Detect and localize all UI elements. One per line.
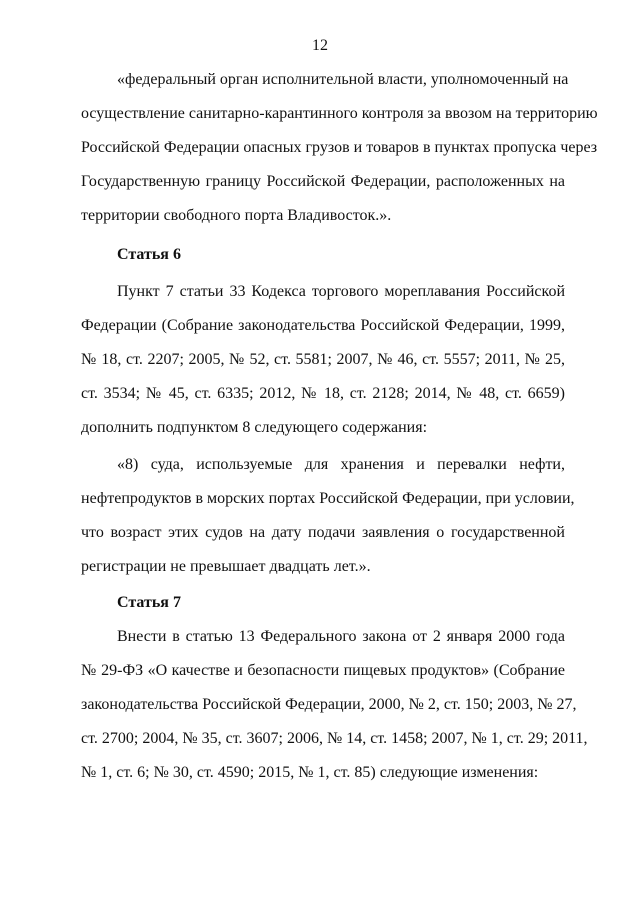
page-number: 12 [312,37,328,54]
paragraph-subpoint-8 [81,448,575,584]
article-7-heading: Статья 7 [117,594,181,611]
paragraph-line: территории свободного порта Владивосток.». [81,207,392,224]
article-6-heading: Статья 6 [117,246,181,263]
paragraph-line: дополнить подпунктом 8 следующего содержания: [81,419,428,436]
paragraph-line: ст. 2700; 2004, № 35, ст. 3607; 2006, № 14, ст. 1458; 2007, № 1, ст. 29; 2011, [81,730,588,747]
paragraph-line: Внести в статью 13 Федерального закона от 2 января 2000 года [117,628,565,645]
paragraph-line: осуществление санитарно-карантинного контроля за ввозом на территорию [81,105,598,122]
paragraph-line: Государственную границу Российской Федерации, расположенных на [81,173,565,190]
paragraph-line: Федерации (Собрание законодательства Российской Федерации, 1999, [81,317,565,334]
paragraph-line: «8) суда, используемые для хранения и перевалки нефти, [117,456,565,473]
paragraph-line: № 18, ст. 2207; 2005, № 52, ст. 5581; 2007, № 46, ст. 5557; 2011, № 25, [81,351,565,368]
paragraph-line: Пункт 7 статьи 33 Кодекса торгового мореплавания Российской [117,283,565,300]
paragraph-line: Российской Федерации опасных грузов и товаров в пунктах пропуска через [81,139,598,156]
paragraph-line: нефтепродуктов в морских портах Российской Федерации, при условии, [81,490,575,507]
paragraph-line: регистрации не превышает двадцать лет.». [81,558,371,575]
paragraph-line: что возраст этих судов на дату подачи заявления о государственной [81,524,565,541]
paragraph-line: № 1, ст. 6; № 30, ст. 4590; 2015, № 1, ст. 85) следующие изменения: [81,764,539,781]
paragraph-line: ст. 3534; № 45, ст. 6335; 2012, № 18, ст. 2128; 2014, № 48, ст. 6659) [81,385,565,402]
paragraph-article-6 [81,275,565,445]
paragraph-line: № 29-ФЗ «О качестве и безопасности пищевых продуктов» (Собрание [81,662,565,679]
paragraph-line: законодательства Российской Федерации, 2000, № 2, ст. 150; 2003, № 27, [81,696,577,713]
paragraph-line: «федеральный орган исполнительной власти, уполномоченный на [117,71,569,88]
paragraph-definition [81,63,598,233]
paragraph-article-7 [81,620,588,790]
